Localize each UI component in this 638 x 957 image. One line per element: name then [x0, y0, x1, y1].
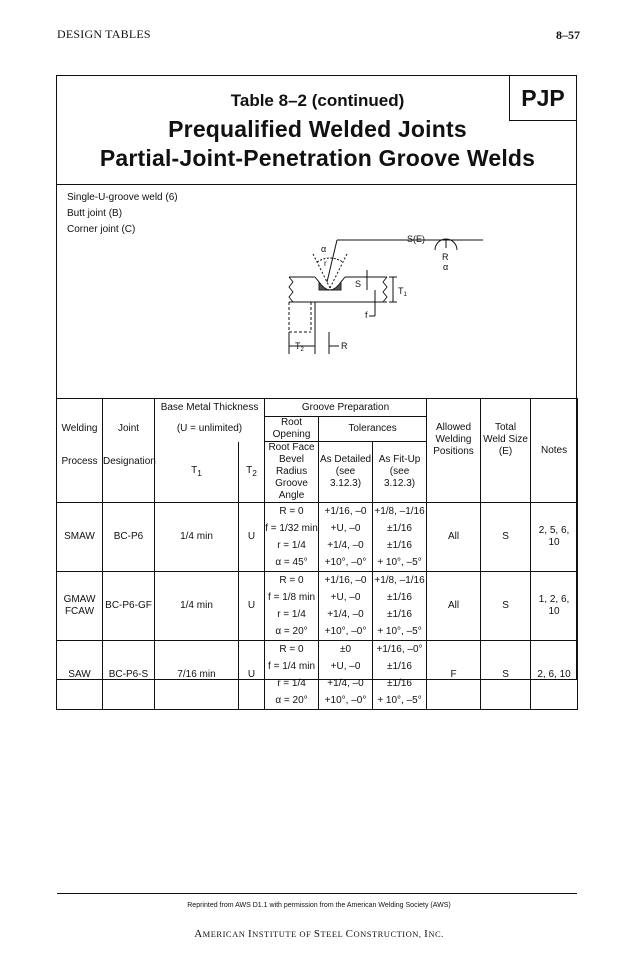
tolerance-as-fitup: + 10°, –5°: [373, 692, 427, 710]
welding-process: SAW: [68, 669, 91, 680]
note-refs: 1, 2, 6,: [538, 594, 570, 605]
pjp-tag: PJP: [509, 75, 577, 121]
thickness-t1-label: $T_1$: [398, 286, 407, 298]
notes-cell: [531, 641, 578, 710]
bevel-radius-label: r: [324, 259, 327, 268]
page-number: 8–57: [556, 28, 580, 42]
tolerance-as-detailed: +U, –0: [319, 658, 373, 675]
welding-process: GMAW: [63, 594, 96, 605]
header-welding-process-line2: Process: [57, 442, 103, 482]
tolerance-as-fitup: + 10°, –5°: [373, 623, 427, 641]
prequalified-joint-table: [56, 398, 578, 710]
publisher-smallcaps: TEEL: [320, 929, 346, 939]
tolerance-as-detailed: +U, –0: [319, 589, 373, 606]
base-metal-t1: 7/16 min: [155, 641, 239, 710]
publisher-smallcaps: MERICAN: [202, 929, 248, 939]
butt-joint-label: Butt joint (B): [67, 208, 123, 219]
root-opening-label: R: [341, 341, 348, 351]
tolerance-as-detailed: +1/4, –0: [319, 606, 373, 623]
notes-cell: [531, 572, 578, 641]
table-frame: [56, 75, 577, 706]
base-metal-t1: 1/4 min: [155, 503, 239, 572]
table-row: [57, 572, 578, 590]
header-total-weld-size: Total Weld Size (E): [481, 399, 531, 482]
publisher-cap: C: [345, 928, 354, 940]
joint-diagram: [57, 232, 578, 397]
tolerance-as-fitup: + 10°, –5°: [373, 554, 427, 572]
header-notes: Notes: [531, 399, 578, 503]
tolerance-as-fitup: ±1/16: [373, 606, 427, 623]
base-metal-t1: 1/4 min: [155, 572, 239, 641]
groove-dimension: R = 0: [265, 641, 319, 659]
joint-description: [67, 190, 178, 238]
table-number: Table 8–2 (continued): [230, 91, 405, 110]
tolerance-as-fitup: +1/8, –1/16: [373, 572, 427, 590]
corner-joint-label: Corner joint (C): [67, 224, 136, 235]
header-joint-cell-bottom: [103, 482, 155, 503]
publisher-smallcaps: ONSTRUCTION,: [353, 929, 425, 939]
publisher-cap: I: [247, 928, 253, 940]
table-row: [57, 641, 578, 659]
groove-dimension: f = 1/8 min: [265, 589, 319, 606]
base-metal-t2: U: [239, 503, 265, 572]
footer-divider: [57, 893, 577, 894]
welding-process: SMAW: [64, 531, 95, 542]
publisher-smallcaps: NSTITUTE OF: [252, 929, 314, 939]
header-t1: $T_1$: [155, 442, 239, 503]
header-tolerances: Tolerances: [319, 417, 427, 442]
root-face-label: f: [365, 310, 368, 320]
tolerance-as-detailed: +10°, –0°: [319, 692, 373, 710]
tolerance-as-detailed: +1/16, –0: [319, 503, 373, 521]
welding-process-cell: [57, 503, 103, 572]
tolerance-as-fitup: ±1/16: [373, 589, 427, 606]
header-allowed-positions: Allowed Welding Positions: [427, 399, 481, 482]
groove-dimension: α = 20°: [265, 623, 319, 641]
tolerance-as-detailed: +1/16, –0: [319, 572, 373, 590]
publisher-name: [0, 928, 638, 940]
note-refs: 2, 6, 10: [537, 669, 571, 680]
title-divider: [57, 184, 576, 185]
table-row: [57, 503, 578, 521]
weld-symbol-alpha: α: [443, 262, 449, 272]
publisher-cap: S: [313, 928, 321, 940]
header-as-detailed: As Detailed (see 3.12.3): [319, 442, 373, 503]
publisher-smallcaps: NC.: [428, 929, 444, 939]
header-groove-prep: Groove Preparation: [265, 399, 427, 417]
joint-designation: BC-P6-GF: [103, 572, 155, 641]
table-subtitle: Partial-Joint-Penetration Groove Welds: [99, 145, 536, 171]
header-base-metal: Base Metal Thickness: [155, 399, 265, 417]
note-refs: 10: [548, 606, 560, 617]
groove-dimension: r = 1/4: [265, 606, 319, 623]
reprint-note: Reprinted from AWS D1.1 with permission from the American Welding Society (AWS): [187, 902, 451, 909]
groove-dimension: r = 1/4: [265, 537, 319, 554]
weld-symbol-label: S(E): [407, 234, 425, 244]
header-root-opening: Root Opening: [265, 417, 319, 442]
weld-type: Single-U-groove weld (6): [67, 192, 178, 203]
allowed-welding-positions: All: [427, 572, 481, 641]
tolerance-as-fitup: ±1/16: [373, 658, 427, 675]
welding-process-cell: [57, 641, 103, 710]
groove-dimension: α = 45°: [265, 554, 319, 572]
tolerance-as-fitup: ±1/16: [373, 520, 427, 537]
groove-angle-label: α: [321, 244, 327, 254]
running-header-section: DESIGN TABLES: [57, 27, 151, 41]
welding-process: FCAW: [64, 606, 95, 617]
tolerance-as-fitup: ±1/16: [373, 537, 427, 554]
tolerance-as-fitup: +1/8, –1/16: [373, 503, 427, 521]
weld-symbol-r: R: [442, 252, 449, 262]
header-joint-designation-line1: Joint: [103, 417, 155, 442]
groove-dimension: r = 1/4: [265, 675, 319, 692]
thickness-t2-label: $T_2$: [295, 341, 304, 353]
joint-designation: BC-P6: [103, 503, 155, 572]
header-joint-designation-line2: Designation: [103, 442, 155, 482]
table-title: Prequalified Welded Joints: [168, 116, 467, 142]
note-refs: 10: [548, 537, 560, 548]
groove-dimension: f = 1/32 min: [265, 520, 319, 537]
tolerance-as-fitup: +1/16, –0°: [373, 641, 427, 659]
header-root-face-bevel-angle: Root Face Bevel Radius Groove Angle: [265, 442, 319, 503]
joint-designation: BC-P6-S: [103, 641, 155, 710]
groove-dimension: f = 1/4 min: [265, 658, 319, 675]
publisher-cap: A: [194, 928, 203, 940]
header-process-cell-bottom: [57, 482, 103, 503]
note-refs: 2, 5, 6,: [538, 525, 570, 536]
notes-cell: [531, 503, 578, 572]
groove-dimension: α = 20°: [265, 692, 319, 710]
header-total-cell-bottom: [481, 482, 531, 503]
tolerance-as-detailed: ±0: [319, 641, 373, 659]
allowed-welding-positions: All: [427, 503, 481, 572]
weld-size-label: S: [355, 279, 362, 289]
table-body: [57, 503, 578, 710]
total-weld-size: S: [481, 641, 531, 710]
header-base-metal-note: (U = unlimited): [155, 417, 265, 442]
tolerance-as-detailed: +U, –0: [319, 520, 373, 537]
groove-dimension: R = 0: [265, 503, 319, 521]
header-t2: $T_2$: [239, 442, 265, 503]
header-allowed-cell-bottom: [427, 482, 481, 503]
tolerance-as-detailed: +1/4, –0: [319, 537, 373, 554]
tolerance-as-detailed: +1/4, –0: [319, 675, 373, 692]
tolerance-as-detailed: +10°, –0°: [319, 554, 373, 572]
allowed-welding-positions: F: [427, 641, 481, 710]
header-welding-process: [57, 399, 103, 417]
groove-dimension: R = 0: [265, 572, 319, 590]
base-metal-t2: U: [239, 572, 265, 641]
total-weld-size: S: [481, 572, 531, 641]
header-welding-process-line1: Welding: [57, 417, 103, 442]
header-as-fitup: As Fit-Up (see 3.12.3): [373, 442, 427, 503]
tolerance-as-fitup: ±1/16: [373, 675, 427, 692]
publisher-cap: I: [424, 928, 429, 940]
total-weld-size: S: [481, 503, 531, 572]
tolerance-as-detailed: +10°, –0°: [319, 623, 373, 641]
header-joint-designation: [103, 399, 155, 417]
welding-process-cell: [57, 572, 103, 641]
base-metal-t2: U: [239, 641, 265, 710]
